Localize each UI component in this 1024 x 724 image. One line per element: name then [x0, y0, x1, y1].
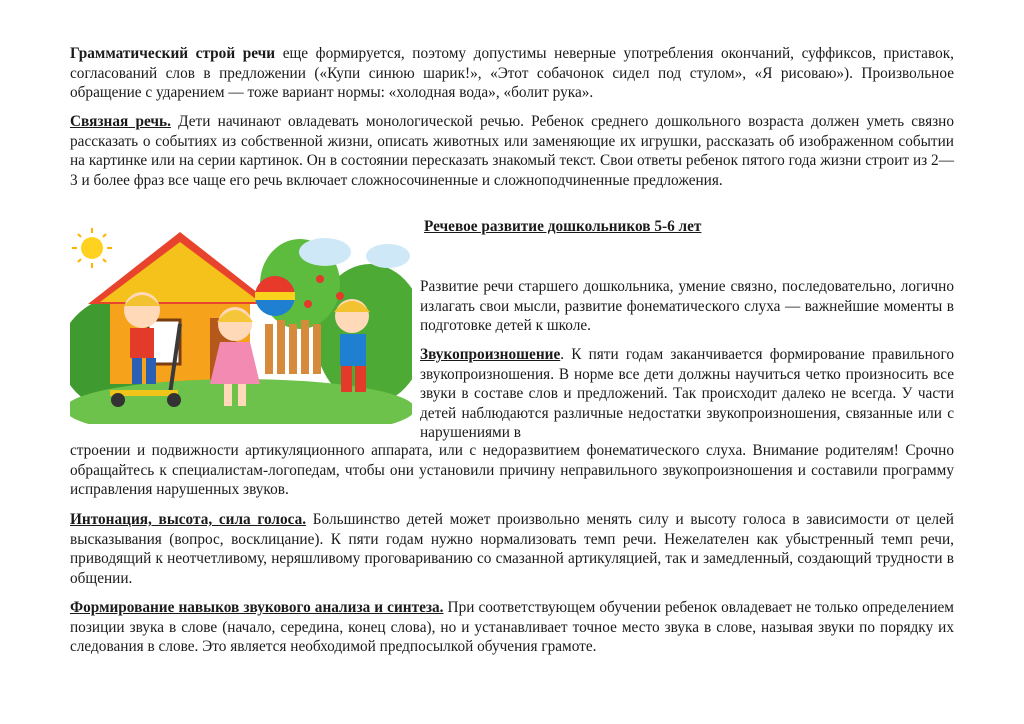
text-preschool-development: Развитие речи старшего дошкольника, умение связно, последовательно, логично излагать свои мысли, развитие фонематического слуха — важнейшие моменты в подготовке детей к школе.: [420, 278, 954, 335]
text-sound-pronunciation-part2: строении и подвижности артикуляционного аппарата, или с недоразвитием фонематического слуха. Внимание родителям! Срочно обращайтесь к специалистам-логопедам, чтобы они установили причину неправильного звукопроизношения и составили программу исправления нарушенных звуков.: [70, 442, 954, 499]
paragraph-sound-pronunciation: [420, 345, 954, 443]
children-playing-illustration: [70, 224, 412, 424]
heading-sound-analysis: Формирование навыков звукового анализа и синтеза.: [70, 599, 444, 616]
text-sound-pronunciation-part1: . К пяти годам заканчивается формирование правильного звукопроизношения. В норме все дети должны научиться четко произносить все звуки в составе слов и предложений. Так происходит далеко не всегда. У части детей наблюдаются различные недостатки звукопроизношения, связанные или с нарушениями в: [420, 346, 954, 442]
paragraph-coherent-speech: [70, 112, 954, 190]
text-grammar: еще формируется, поэтому допустимы неверные употребления окончаний, суффиксов, приставок, согласований слов в предложении («Купи синюю шарик!», «Этот собачонок сидел под стулом», «Я рисоваю»). Произвольное обращение с ударением — тоже вариант нормы: «холодная вода», «болит рука».: [70, 45, 954, 102]
text-coherent-speech: Дети начинают овладевать монологической речью. Ребенок среднего дошкольного возраста должен уметь связно рассказать о событиях из собственной жизни, описать животных или заменяющие их игрушки, рассказать об изображенном событии на картинке или на серии картинок. Он в состоянии пересказать знакомый текст. Свои ответы ребенок пятого года жизни строит из 2—3 и более фраз все чаще его речь включает сложносочиненные и сложноподчиненные предложения.: [70, 113, 954, 189]
heading-sound-pronunciation: Звукопроизношение: [420, 346, 561, 363]
paragraph-sound-pronunciation-continued: [70, 441, 954, 500]
paragraph-intonation: [70, 510, 954, 588]
sun-icon: [72, 228, 112, 268]
paragraph-preschool-development: [420, 277, 954, 336]
text-intonation: Большинство детей может произвольно менять силу и высоту голоса в зависимости от целей высказывания (вопрос, восклицание). К пяти годам нужно нормализовать темп речи. Нежелателен как убыстренный темп речи, приводящий к неотчетливому, неряшливому проговариванию со смазанной артикуляцией, так и замедленный, создающий трудности в общении.: [70, 511, 954, 587]
text-sound-analysis: При соответствующем обучении ребенок овладевает не только определением позиции звука в слове (начало, середина, конец слова), но и устанавливает точное место звука в слове, называя звуки по порядку их следования в слове. Это является необходимой предпосылкой обучения грамоте.: [70, 599, 954, 656]
section-title: Речевое развитие дошкольников 5-6 лет: [424, 218, 702, 235]
heading-intonation: Интонация, высота, сила голоса.: [70, 511, 307, 528]
ball-icon: [255, 276, 295, 316]
paragraph-grammar: [70, 44, 954, 103]
heading-grammar: Грамматический строй речи: [70, 45, 276, 62]
heading-coherent-speech: Связная речь.: [70, 113, 171, 130]
paragraph-sound-analysis: [70, 598, 954, 657]
